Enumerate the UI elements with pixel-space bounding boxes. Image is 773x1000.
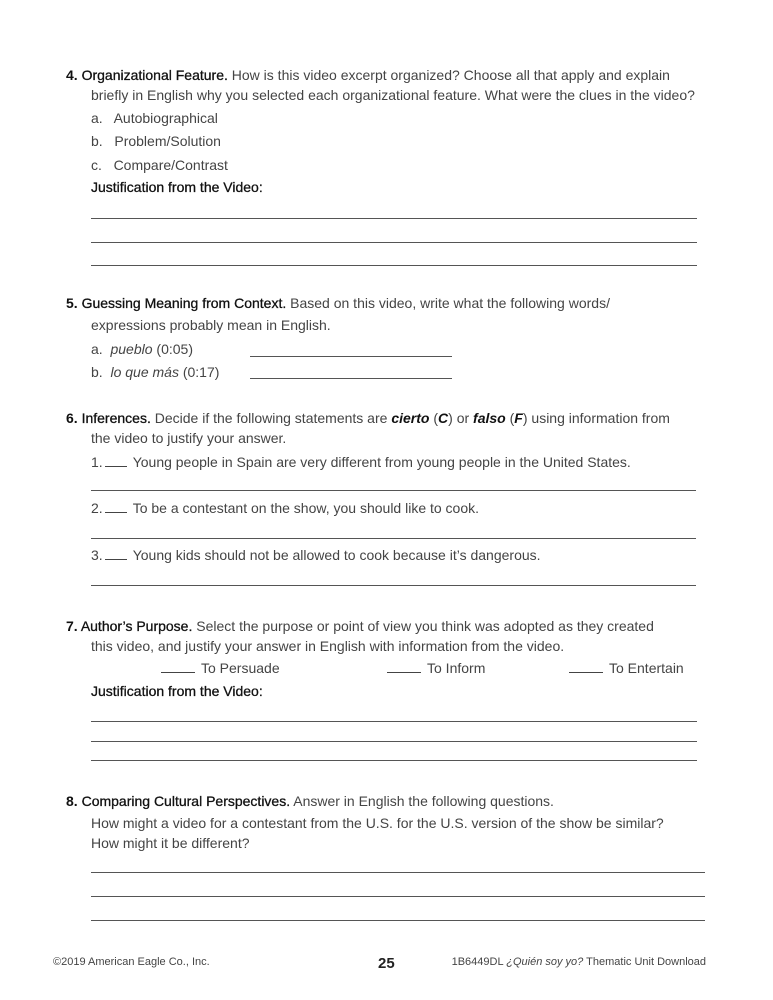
q5-item-a: [91, 340, 193, 358]
q8-title: Comparing Cultural Perspectives.: [81, 793, 291, 809]
q8-line1: [66, 792, 554, 810]
statement-text: Young people in Spain are very different from young people in the United States.: [132, 454, 631, 470]
item-time: (0:17): [182, 364, 220, 380]
q6-statement-2: [91, 499, 479, 517]
footer-title: [452, 955, 706, 969]
q5-number: 5.: [66, 295, 78, 311]
page-number: 25: [378, 955, 395, 972]
q6-number: 6.: [66, 410, 78, 426]
q4-number: 4.: [66, 67, 78, 83]
q4-option-b: [91, 132, 221, 150]
answer-line[interactable]: [91, 760, 697, 761]
q6-statement-3: [91, 546, 541, 564]
purpose-blank[interactable]: [161, 660, 195, 673]
item-letter: b.: [91, 364, 103, 380]
option-letter: b.: [91, 133, 103, 149]
item-term: pueblo: [110, 341, 153, 357]
c-letter: C: [438, 410, 449, 426]
q7-line1: [66, 617, 654, 635]
cf-blank[interactable]: [105, 547, 127, 560]
option-text: Compare/Contrast: [113, 157, 228, 173]
q6-title: Inferences.: [81, 410, 151, 426]
answer-line[interactable]: [91, 218, 697, 219]
q5-prompt: Based on this video, write what the following words/: [290, 295, 610, 311]
statement-text: To be a contestant on the show, you should like to cook.: [132, 500, 480, 516]
answer-line[interactable]: [91, 538, 696, 539]
answer-line[interactable]: [91, 585, 696, 586]
option-letter: c.: [91, 157, 102, 173]
q7-option-persuade: [159, 659, 280, 677]
q5-line1: [66, 294, 610, 312]
answer-line[interactable]: [91, 265, 697, 266]
item-letter: a.: [91, 341, 103, 357]
q6-prompt-line2: the video to justify your answer.: [91, 430, 287, 446]
q4-prompt: How is this video excerpt organized? Choose all that apply and explain: [231, 67, 670, 83]
answer-line[interactable]: [250, 356, 452, 357]
q8-question-line1: How might a video for a contestant from the U.S. for the U.S. version of the show be similar?: [91, 815, 664, 831]
q5-prompt-line2: expressions probably mean in English.: [91, 317, 331, 333]
q4-prompt-line2: briefly in English why you selected each organizational feature. What were the clues in the video?: [91, 87, 695, 103]
q7-prompt: Select the purpose or point of view you think was adopted as they created: [196, 618, 654, 634]
q7-prompt-line2: this video, and justify your answer in English with information from the video.: [91, 638, 565, 654]
q4-justification-label: Justification from the Video:: [91, 179, 263, 195]
answer-line[interactable]: [250, 378, 452, 379]
option-text: To Persuade: [201, 660, 280, 676]
q4-option-c: [91, 156, 228, 174]
q6-line1: 6. Inferences. Decide if the following statements are cierto (C) or falso (F) using information from: [66, 410, 670, 426]
cierto-term: cierto: [391, 410, 430, 426]
option-text: To Entertain: [609, 660, 684, 676]
footer-suffix: Thematic Unit Download: [586, 956, 706, 968]
q5-item-b: [91, 363, 219, 381]
f-letter: F: [514, 410, 523, 426]
item-time: (0:05): [156, 341, 193, 357]
or-text: or: [456, 410, 470, 426]
q8-question-line2: How might it be different?: [91, 835, 250, 851]
book-title: ¿Quién soy yo?: [506, 956, 584, 968]
q8-prompt: Answer in English the following questions.: [293, 793, 554, 809]
answer-line[interactable]: [91, 490, 696, 491]
statement-number: 3.: [91, 547, 103, 563]
product-code: 1B6449DL: [451, 956, 504, 968]
statement-number: 1.: [91, 454, 103, 470]
q7-option-entertain: [567, 659, 684, 677]
answer-line[interactable]: [91, 896, 705, 897]
purpose-blank[interactable]: [569, 660, 603, 673]
cf-blank[interactable]: [105, 454, 127, 467]
item-term: lo que más: [110, 364, 179, 380]
falso-term: falso: [473, 410, 506, 426]
answer-line[interactable]: [91, 741, 697, 742]
q7-number: 7.: [66, 618, 78, 634]
q4-title: Organizational Feature.: [81, 67, 228, 83]
option-text: Autobiographical: [113, 110, 218, 126]
q4-option-a: [91, 109, 218, 127]
q7-justification-label: Justification from the Video:: [91, 683, 263, 699]
answer-line[interactable]: [91, 242, 697, 243]
option-text: To Inform: [427, 660, 486, 676]
q5-title: Guessing Meaning from Context.: [81, 295, 287, 311]
q4-line1: [66, 66, 670, 84]
answer-line[interactable]: [91, 872, 705, 873]
cf-blank[interactable]: [105, 500, 127, 513]
q7-title: Author’s Purpose.: [80, 618, 193, 634]
statement-text: Young kids should not be allowed to cook because it’s dangerous.: [132, 547, 541, 563]
q6-prompt: Decide if the following statements are: [154, 410, 388, 426]
footer-copyright: ©2019 American Eagle Co., Inc.: [53, 956, 210, 968]
purpose-blank[interactable]: [387, 660, 421, 673]
q7-option-inform: [385, 659, 485, 677]
statement-number: 2.: [91, 500, 103, 516]
answer-line[interactable]: [91, 920, 705, 921]
q8-number: 8.: [66, 793, 78, 809]
q6-prompt-end: using information from: [531, 410, 670, 426]
option-letter: a.: [91, 110, 103, 126]
q6-statement-1: [91, 453, 631, 471]
answer-line[interactable]: [91, 721, 697, 722]
option-text: Problem/Solution: [114, 133, 221, 149]
